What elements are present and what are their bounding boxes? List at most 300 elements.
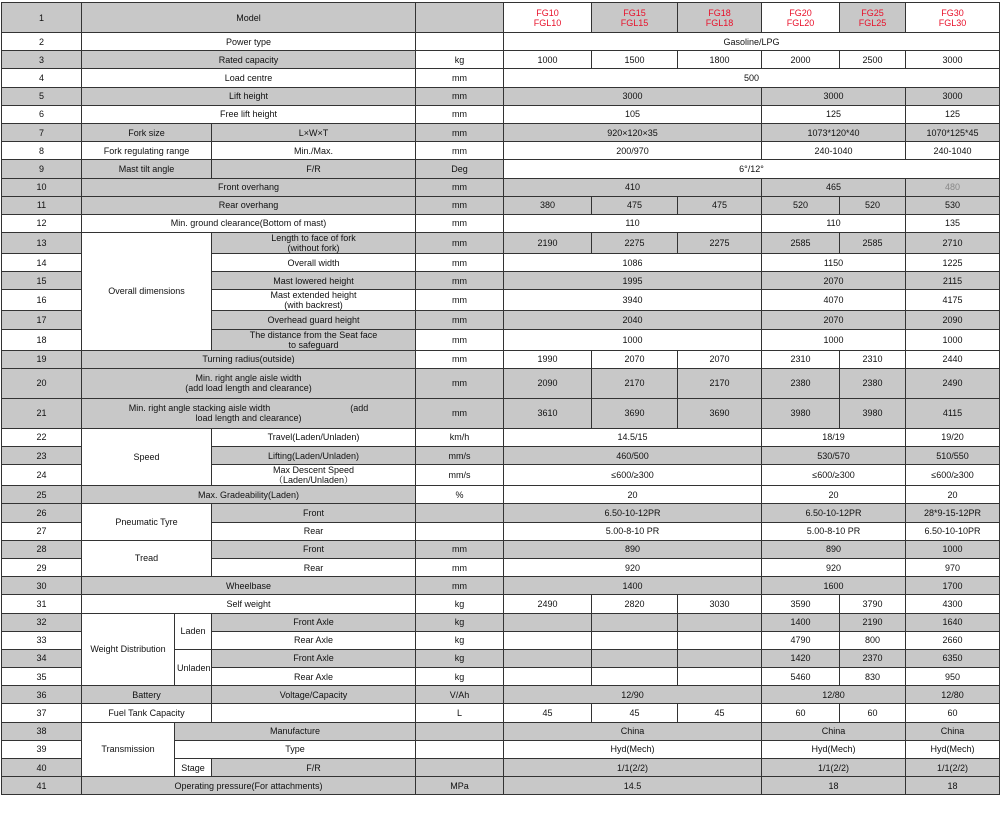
- value-cell: ≤600/≥300: [504, 465, 762, 486]
- row-number: 17: [2, 311, 82, 329]
- row-number: 15: [2, 272, 82, 290]
- table-row: [2, 704, 1000, 722]
- spec-label: Rear: [212, 522, 416, 540]
- table-row: [2, 428, 1000, 446]
- group-label-pneumatic-tyre: Pneumatic Tyre: [82, 504, 212, 540]
- unit-cell: kg: [416, 51, 504, 69]
- table-row: [2, 368, 1000, 398]
- value-cell: 3610: [504, 398, 592, 428]
- value-cell: 1070*125*45: [906, 123, 1000, 141]
- spec-label: Wheelbase: [82, 577, 416, 595]
- spec-label: Length to face of fork (without fork): [212, 233, 416, 254]
- value-cell: 6.50-10-12PR: [762, 504, 906, 522]
- unit-cell: mm: [416, 69, 504, 87]
- value-cell: 2440: [906, 350, 1000, 368]
- value-cell: 3690: [592, 398, 678, 428]
- spec-label: Front: [212, 504, 416, 522]
- unit-cell: mm: [416, 577, 504, 595]
- value-cell: 4070: [762, 290, 906, 311]
- spec-label: Overall width: [212, 254, 416, 272]
- value-cell: 3690: [678, 398, 762, 428]
- spec-label: Self weight: [82, 595, 416, 613]
- value-cell: 2190: [840, 613, 906, 631]
- row-number: 3: [2, 51, 82, 69]
- unit-cell: mm: [416, 329, 504, 350]
- value-cell: 520: [762, 196, 840, 214]
- spec-label: Max. Gradeability(Laden): [82, 486, 416, 504]
- spec-label: Travel(Laden/Unladen): [212, 428, 416, 446]
- row-number: 39: [2, 740, 82, 758]
- value-cell: 830: [840, 668, 906, 686]
- spec-table: [1, 2, 1000, 795]
- value-cell: 5460: [762, 668, 840, 686]
- value-cell: 2370: [840, 649, 906, 667]
- value-cell: Hyd(Mech): [906, 740, 1000, 758]
- value-cell: 18: [906, 777, 1000, 795]
- row-number: 31: [2, 595, 82, 613]
- unit-cell: mm: [416, 87, 504, 105]
- value-cell: 125: [906, 105, 1000, 123]
- value-cell: 1/1(2/2): [906, 759, 1000, 777]
- unit-cell: mm: [416, 142, 504, 160]
- table-row: [2, 214, 1000, 232]
- row-number: 6: [2, 105, 82, 123]
- table-row: [2, 33, 1000, 51]
- unit-cell: mm: [416, 105, 504, 123]
- value-cell: 1420: [762, 649, 840, 667]
- table-row: [2, 777, 1000, 795]
- value-cell: 20: [762, 486, 906, 504]
- value-cell: 2115: [906, 272, 1000, 290]
- value-cell: 1640: [906, 613, 1000, 631]
- spec-label: F/R: [212, 759, 416, 777]
- unit-cell: kg: [416, 649, 504, 667]
- value-cell: 110: [504, 214, 762, 232]
- value-cell: 2380: [840, 368, 906, 398]
- table-row: [2, 722, 1000, 740]
- row-number: 29: [2, 558, 82, 576]
- value-cell: [678, 649, 762, 667]
- group-label-speed: Speed: [82, 428, 212, 485]
- value-cell: 2660: [906, 631, 1000, 649]
- spec-label: Front overhang: [82, 178, 416, 196]
- unit-cell: mm: [416, 290, 504, 311]
- value-cell: 6.50-10-10PR: [906, 522, 1000, 540]
- value-cell: 60: [840, 704, 906, 722]
- value-cell: 1000: [504, 329, 762, 350]
- row-number: 20: [2, 368, 82, 398]
- value-cell: 520: [840, 196, 906, 214]
- row-number: 10: [2, 178, 82, 196]
- value-cell: 12/90: [504, 686, 762, 704]
- unit-cell: Deg: [416, 160, 504, 178]
- spec-label: Power type: [82, 33, 416, 51]
- value-cell: 2820: [592, 595, 678, 613]
- table-row: [2, 486, 1000, 504]
- spec-label: Overhead guard height: [212, 311, 416, 329]
- row-number: 11: [2, 196, 82, 214]
- model-label: Model: [82, 3, 416, 33]
- spec-label: Operating pressure(For attachments): [82, 777, 416, 795]
- table-row: [2, 540, 1000, 558]
- unit-cell: [416, 522, 504, 540]
- spec-label: Front Axle: [212, 649, 416, 667]
- row-number: 14: [2, 254, 82, 272]
- row-number: 9: [2, 160, 82, 178]
- spec-label: Rear Axle: [212, 631, 416, 649]
- group-label-transmission: Transmission: [82, 722, 175, 777]
- value-cell: 5.00-8-10 PR: [504, 522, 762, 540]
- value-cell: 1600: [762, 577, 906, 595]
- value-cell: 2585: [840, 233, 906, 254]
- table-row: [2, 196, 1000, 214]
- table-row: [2, 105, 1000, 123]
- table-row: [2, 686, 1000, 704]
- row-number: 28: [2, 540, 82, 558]
- value-cell: 1/1(2/2): [762, 759, 906, 777]
- value-cell: 3790: [840, 595, 906, 613]
- value-cell: 1990: [504, 350, 592, 368]
- spec-sublabel: Min./Max.: [212, 142, 416, 160]
- unit-cell: [416, 759, 504, 777]
- group-label-weight-distribution: Weight Distribution: [82, 613, 175, 686]
- row-number: 38: [2, 722, 82, 740]
- value-cell: 1400: [762, 613, 840, 631]
- spec-sublabel: F/R: [212, 160, 416, 178]
- spec-label: Rated capacity: [82, 51, 416, 69]
- row-number: 8: [2, 142, 82, 160]
- value-cell: 2275: [592, 233, 678, 254]
- unit-cell: mm: [416, 398, 504, 428]
- value-cell: 20: [906, 486, 1000, 504]
- value-cell: ≤600/≥300: [906, 465, 1000, 486]
- model-name: FG10 FGL10: [504, 3, 592, 33]
- sub-group-laden: Laden: [175, 613, 212, 649]
- row-number: 2: [2, 33, 82, 51]
- value-cell: 480: [906, 178, 1000, 196]
- value-cell: 2070: [592, 350, 678, 368]
- value-cell: 19/20: [906, 428, 1000, 446]
- spec-sublabel: [212, 704, 416, 722]
- value-cell: 3980: [762, 398, 840, 428]
- value-cell: 12/80: [762, 686, 906, 704]
- value-cell: 4300: [906, 595, 1000, 613]
- spec-label: Manufacture: [175, 722, 416, 740]
- value-cell: 890: [504, 540, 762, 558]
- row-number: 7: [2, 123, 82, 141]
- unit-cell: mm: [416, 196, 504, 214]
- value-cell: 2170: [678, 368, 762, 398]
- value-cell: 14.5/15: [504, 428, 762, 446]
- spec-label: The distance from the Seat face to safeguard: [212, 329, 416, 350]
- table-row: [2, 142, 1000, 160]
- spec-label: Lifting(Laden/Unladen): [212, 447, 416, 465]
- value-cell: 1073*120*40: [762, 123, 906, 141]
- spec-label: Front: [212, 540, 416, 558]
- value-cell: 5.00-8-10 PR: [762, 522, 906, 540]
- row-number: 26: [2, 504, 82, 522]
- value-cell: 3000: [762, 87, 906, 105]
- table-row: [2, 577, 1000, 595]
- value-cell: 970: [906, 558, 1000, 576]
- unit-cell: %: [416, 486, 504, 504]
- value-cell: 3590: [762, 595, 840, 613]
- value-cell: 1086: [504, 254, 762, 272]
- row-number: 37: [2, 704, 82, 722]
- value-cell: 1000: [906, 329, 1000, 350]
- value-cell: 135: [906, 214, 1000, 232]
- spec-label: Free lift height: [82, 105, 416, 123]
- unit-cell: mm: [416, 540, 504, 558]
- row-number: 24: [2, 465, 82, 486]
- value-cell: China: [504, 722, 762, 740]
- unit-cell: mm: [416, 233, 504, 254]
- row-number: 23: [2, 447, 82, 465]
- table-row: [2, 350, 1000, 368]
- value-cell: 1800: [678, 51, 762, 69]
- value-cell: 500: [504, 69, 1000, 87]
- value-cell: 12/80: [906, 686, 1000, 704]
- value-cell: [504, 613, 592, 631]
- row-number: 18: [2, 329, 82, 350]
- row-number: 32: [2, 613, 82, 631]
- value-cell: 2170: [592, 368, 678, 398]
- value-cell: 240-1040: [906, 142, 1000, 160]
- model-name: FG30 FGL30: [906, 3, 1000, 33]
- value-cell: [678, 613, 762, 631]
- value-cell: [592, 613, 678, 631]
- unit-cell: L: [416, 704, 504, 722]
- sub-group-unladen: Unladen: [175, 649, 212, 685]
- model-name: FG20 FGL20: [762, 3, 840, 33]
- spec-label: Max Descent Speed （Laden/Unladen）: [212, 465, 416, 486]
- unit-cell: mm: [416, 214, 504, 232]
- unit-cell: km/h: [416, 428, 504, 446]
- model-name: FG25 FGL25: [840, 3, 906, 33]
- value-cell: 530: [906, 196, 1000, 214]
- value-cell: 1150: [762, 254, 906, 272]
- value-cell: 45: [592, 704, 678, 722]
- spec-label: Min. ground clearance(Bottom of mast): [82, 214, 416, 232]
- value-cell: 460/500: [504, 447, 762, 465]
- unit-cell: mm: [416, 123, 504, 141]
- value-cell: 2310: [840, 350, 906, 368]
- value-cell: 105: [504, 105, 762, 123]
- value-cell: ≤600/≥300: [762, 465, 906, 486]
- value-cell: 45: [678, 704, 762, 722]
- value-cell: 28*9-15-12PR: [906, 504, 1000, 522]
- spec-label: Rear overhang: [82, 196, 416, 214]
- row-number: 27: [2, 522, 82, 540]
- value-cell: 60: [762, 704, 840, 722]
- spec-sublabel: Voltage/Capacity: [212, 686, 416, 704]
- table-row: [2, 87, 1000, 105]
- value-cell: 380: [504, 196, 592, 214]
- spec-label: Fork size: [82, 123, 212, 141]
- row-number: 33: [2, 631, 82, 649]
- row-number: 1: [2, 3, 82, 33]
- value-cell: [504, 668, 592, 686]
- row-number: 22: [2, 428, 82, 446]
- spec-label: Mast lowered height: [212, 272, 416, 290]
- value-cell: 200/970: [504, 142, 762, 160]
- value-cell: [678, 668, 762, 686]
- value-cell: Hyd(Mech): [504, 740, 762, 758]
- value-cell: [592, 649, 678, 667]
- unit-cell: [416, 504, 504, 522]
- unit-cell: kg: [416, 631, 504, 649]
- value-cell: 2710: [906, 233, 1000, 254]
- value-cell: 890: [762, 540, 906, 558]
- model-name: FG15 FGL15: [592, 3, 678, 33]
- row-number: 21: [2, 398, 82, 428]
- spec-label: Front Axle: [212, 613, 416, 631]
- spec-label: Load centre: [82, 69, 416, 87]
- value-cell: 2090: [906, 311, 1000, 329]
- value-cell: 2040: [504, 311, 762, 329]
- table-row: [2, 504, 1000, 522]
- table-row: [2, 160, 1000, 178]
- value-cell: 6°/12°: [504, 160, 1000, 178]
- unit-cell: [416, 740, 504, 758]
- spec-label: Turning radius(outside): [82, 350, 416, 368]
- unit-cell: mm: [416, 272, 504, 290]
- value-cell: Gasoline/LPG: [504, 33, 1000, 51]
- row-number: 4: [2, 69, 82, 87]
- spec-label: Min. right angle stacking aisle width (add load length and clearance): [82, 398, 416, 428]
- value-cell: 1700: [906, 577, 1000, 595]
- spec-label: Min. right angle aisle width (add load length and clearance): [82, 368, 416, 398]
- group-label-tread: Tread: [82, 540, 212, 576]
- value-cell: Hyd(Mech): [762, 740, 906, 758]
- spec-label: Lift height: [82, 87, 416, 105]
- value-cell: 3030: [678, 595, 762, 613]
- value-cell: 2380: [762, 368, 840, 398]
- unit-cell: V/Ah: [416, 686, 504, 704]
- value-cell: 20: [504, 486, 762, 504]
- spec-label: Fork regulating range: [82, 142, 212, 160]
- table-row: [2, 123, 1000, 141]
- spec-label: Fuel Tank Capacity: [82, 704, 212, 722]
- unit-cell: kg: [416, 613, 504, 631]
- unit-cell: mm/s: [416, 465, 504, 486]
- value-cell: 920: [504, 558, 762, 576]
- value-cell: 1000: [762, 329, 906, 350]
- value-cell: 2090: [504, 368, 592, 398]
- spec-label: Rear Axle: [212, 668, 416, 686]
- row-number: 5: [2, 87, 82, 105]
- spec-label: Rear: [212, 558, 416, 576]
- unit-cell: kg: [416, 595, 504, 613]
- unit-cell: mm: [416, 350, 504, 368]
- value-cell: 530/570: [762, 447, 906, 465]
- value-cell: 1/1(2/2): [504, 759, 762, 777]
- value-cell: 2490: [504, 595, 592, 613]
- unit-cell: [416, 722, 504, 740]
- row-number: 30: [2, 577, 82, 595]
- value-cell: 1000: [906, 540, 1000, 558]
- row-number: 12: [2, 214, 82, 232]
- table-row: [2, 613, 1000, 631]
- model-name: FG18 FGL18: [678, 3, 762, 33]
- unit-cell: MPa: [416, 777, 504, 795]
- row-number: 13: [2, 233, 82, 254]
- table-row: [2, 233, 1000, 254]
- value-cell: 110: [762, 214, 906, 232]
- value-cell: 475: [592, 196, 678, 214]
- value-cell: 465: [762, 178, 906, 196]
- value-cell: 2190: [504, 233, 592, 254]
- value-cell: 920×120×35: [504, 123, 762, 141]
- row-number: 16: [2, 290, 82, 311]
- spec-label: Type: [175, 740, 416, 758]
- spec-label: Mast tilt angle: [82, 160, 212, 178]
- value-cell: 3980: [840, 398, 906, 428]
- value-cell: 14.5: [504, 777, 762, 795]
- value-cell: 6.50-10-12PR: [504, 504, 762, 522]
- value-cell: 3000: [906, 87, 1000, 105]
- unit-cell: [416, 3, 504, 33]
- unit-cell: mm: [416, 254, 504, 272]
- group-label-overall-dimensions: Overall dimensions: [82, 233, 212, 351]
- row-number: 41: [2, 777, 82, 795]
- value-cell: 2000: [762, 51, 840, 69]
- row-number: 25: [2, 486, 82, 504]
- unit-cell: mm: [416, 368, 504, 398]
- value-cell: [504, 649, 592, 667]
- sub-group-stage: Stage: [175, 759, 212, 777]
- value-cell: [678, 631, 762, 649]
- table-row: [2, 69, 1000, 87]
- unit-cell: [416, 33, 504, 51]
- unit-cell: mm: [416, 178, 504, 196]
- table-row: [2, 51, 1000, 69]
- value-cell: 800: [840, 631, 906, 649]
- unit-cell: mm/s: [416, 447, 504, 465]
- unit-cell: kg: [416, 668, 504, 686]
- value-cell: 3000: [504, 87, 762, 105]
- row-number: 36: [2, 686, 82, 704]
- value-cell: 4790: [762, 631, 840, 649]
- value-cell: China: [906, 722, 1000, 740]
- value-cell: 510/550: [906, 447, 1000, 465]
- row-number: 35: [2, 668, 82, 686]
- unit-cell: mm: [416, 558, 504, 576]
- value-cell: 1400: [504, 577, 762, 595]
- value-cell: 3940: [504, 290, 762, 311]
- row-number: 40: [2, 759, 82, 777]
- value-cell: 18: [762, 777, 906, 795]
- row-number: 34: [2, 649, 82, 667]
- value-cell: China: [762, 722, 906, 740]
- value-cell: 2585: [762, 233, 840, 254]
- value-cell: 4175: [906, 290, 1000, 311]
- value-cell: 60: [906, 704, 1000, 722]
- value-cell: 410: [504, 178, 762, 196]
- table-row: [2, 595, 1000, 613]
- value-cell: 2070: [678, 350, 762, 368]
- table-row: [2, 3, 1000, 33]
- value-cell: 950: [906, 668, 1000, 686]
- value-cell: 2500: [840, 51, 906, 69]
- row-number: 19: [2, 350, 82, 368]
- spec-label: Mast extended height (with backrest): [212, 290, 416, 311]
- value-cell: [592, 668, 678, 686]
- table-row: [2, 178, 1000, 196]
- value-cell: 1995: [504, 272, 762, 290]
- value-cell: 2310: [762, 350, 840, 368]
- value-cell: 45: [504, 704, 592, 722]
